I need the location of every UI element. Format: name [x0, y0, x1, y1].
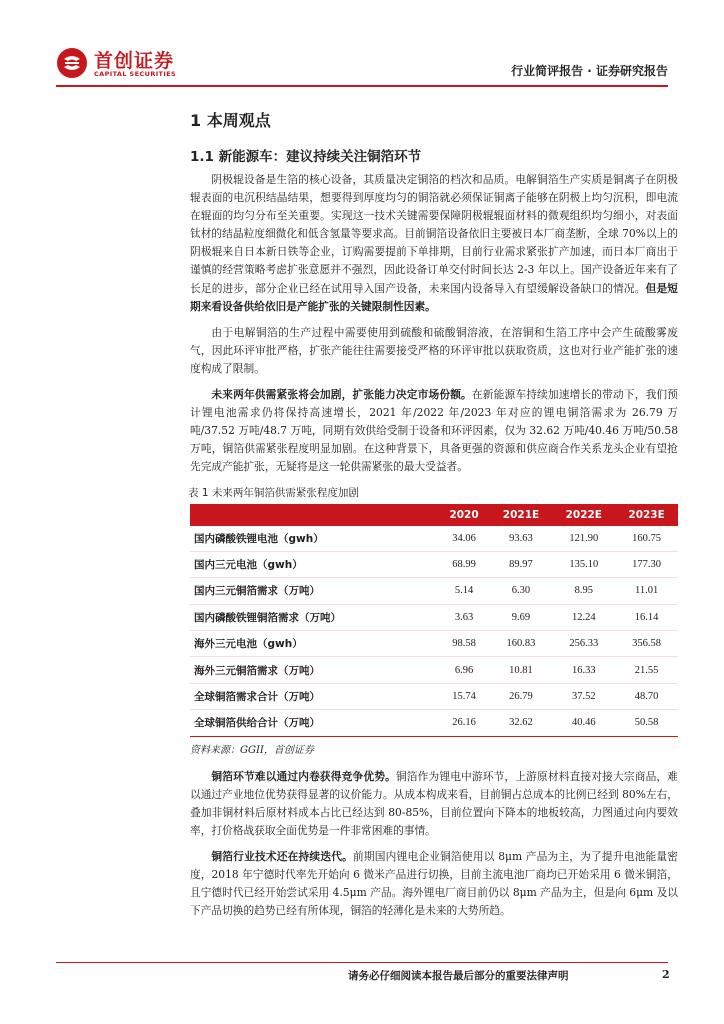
table-cell: 8.95	[574, 585, 593, 597]
row-label: 国内三元铜箔需求（万吨）	[194, 585, 320, 598]
table-cell: 37.52	[571, 691, 596, 703]
table-cell: 160.75	[632, 532, 662, 544]
paragraph-text: 铜箔作为锂电中游环节，上游原材料直接对接大宗商品，难以通过产业地位优势获得显著的议价能力。从成本构成来看，目前铜占总成本的比例已经到 80%左右，叠加非铜材料后原材料成本占比已经达到 80-85%，目前位置向下降本的地板较高，力图通过向内要效率，打价格战获取全面优势是一件非常困难的事情。	[190, 769, 678, 837]
paragraph-text: 由于电解铜箔的生产过程中需要使用到硫酸和硫酸铜溶液，在溶铜和生箔工序中会产生硫酸雾废气，因此环评审批严格，扩张产能往往需要接受严格的环评审批以获取资质，这也对行业产能扩张的速度构成了限制。	[190, 325, 678, 375]
table-caption: 表 1 未来两年铜箔供需紧张程度加剧	[188, 486, 359, 499]
paragraph-emphasis: 未来两年供需紧张将会加剧，扩张能力决定市场份额。	[211, 388, 472, 402]
table-header-cell: 2020	[439, 504, 490, 526]
table-source: 资料来源：GGII，首创证券	[190, 744, 314, 756]
row-label: 国内磷酸铁锂电池（gwh）	[194, 532, 324, 545]
table-row	[190, 551, 678, 577]
table-cell: 26.16	[452, 717, 476, 729]
paragraph-2	[190, 324, 678, 378]
paragraph-text: 阴极辊设备是生箔的核心设备，其质量决定铜箔的档次和品质。电解铜箔生产实质是铜离子在阴极辊表面的电沉积结晶结果，想要得到厚度均匀的铜箔就必须保证铜离子能够在阴极上均匀沉积，即电流在辊面的均匀分布至关重要。实现这一技术关键需要保障阴极辊辊面材料的微观组织均匀细小，对表面钛材的结晶粒度细微化和低含氢量等要求高。目前铜箔设备依旧主要被日本厂商垄断，全球 70%以上的阴极辊来自日本新日铁等企业，订购需要提前下单排期，目前行业需求紧张扩产加速，而日本厂商出于谨慎的经营策略考虑扩张意愿并不强烈，因此设备订单交付时间长达 2-3 年以上。国产设备近年来有了长足的进步，部分企业已经在试用导入国产设备，未来国内设备导入有望缓解设备缺口的情况。	[190, 173, 678, 295]
table-row	[190, 710, 678, 736]
table-cell: 12.24	[571, 611, 596, 623]
paragraph-emphasis: 铜箔行业技术还在持续迭代。	[211, 850, 353, 863]
table-cell: 16.14	[634, 611, 659, 623]
table-cell: 135.10	[569, 559, 599, 571]
row-label: 全球铜箔需求合计（万吨）	[194, 691, 320, 704]
table-cell: 10.81	[509, 664, 533, 676]
paragraph-5	[190, 848, 678, 920]
row-label: 海外三元铜箔需求（万吨）	[194, 664, 320, 677]
table-header-cell: 2022E	[552, 504, 615, 526]
table-cell: 26.79	[509, 691, 533, 703]
paragraph-emphasis: 但是短期来看设备供给依旧是产能扩张的关键限制性因素。	[190, 281, 678, 313]
legal-notice: 请务必仔细阅读本报告最后部分的重要法律声明	[348, 970, 569, 982]
table-cell: 48.70	[634, 691, 659, 703]
table-cell: 256.33	[569, 638, 599, 650]
row-label: 国内三元电池（gwh）	[194, 559, 303, 572]
paragraph-3	[190, 386, 678, 476]
table-cell: 121.90	[569, 532, 599, 544]
table-cell: 98.58	[452, 638, 476, 650]
table-cell: 40.46	[571, 717, 596, 729]
table-cell: 68.99	[452, 559, 476, 571]
main-content	[190, 108, 678, 928]
row-label: 全球铜箔供给合计（万吨）	[194, 717, 320, 730]
table-cell: 16.33	[571, 664, 596, 676]
table-header-cell: 2023E	[615, 504, 678, 526]
paragraph-1	[190, 171, 678, 316]
row-label: 海外三元电池（gwh）	[194, 638, 303, 651]
logo-text-cn: 首创证券	[94, 50, 175, 72]
table-header-cell: 2021E	[490, 504, 553, 526]
table-row	[190, 578, 678, 604]
supply-demand-table	[190, 504, 678, 737]
section-title: 1 本周观点	[190, 111, 271, 130]
paragraph-4	[190, 768, 678, 840]
table-cell: 5.14	[454, 585, 474, 597]
table-cell: 21.55	[634, 664, 659, 676]
table-row	[190, 683, 678, 709]
company-logo	[56, 44, 196, 84]
table-header-cell	[190, 504, 439, 526]
row-label: 国内磷酸铁锂铜箔需求（万吨）	[194, 611, 341, 624]
header-divider	[56, 85, 668, 87]
table-cell: 160.83	[506, 638, 536, 650]
paragraph-text: 前期国内锂电企业铜箔使用以 8μm 产品为主，为了提升电池能量密度，2018 年宁德时代率先开始向 6 微米产品进行切换，目前主流电池厂商均已开始采用 6 微米铜箔，且宁德时代已经开始尝试采用 4.5μm 产品。海外锂电厂商目前仍以 8μm 产品为主，但是向 6μm 及以下产品切换的趋势已经有所体现，铜箔的轻薄化是未来的大势所趋。	[190, 850, 678, 918]
table-row	[190, 657, 678, 683]
table-row	[190, 631, 678, 657]
table-row	[190, 526, 678, 552]
table-cell: 89.97	[509, 559, 533, 571]
table-cell: 50.58	[634, 717, 659, 729]
page-header	[56, 44, 668, 84]
paragraph-text: 在新能源车持续加速增长的带动下，我们预计锂电池需求仍将保持高速增长，2021 年/2022 年/2023 年对应的锂电铜箔需求为 26.79 万吨/37.52 万吨/48.7 万吨，同期有效供给受制于设备和环评因素，仅为 32.62 万吨/40.46 万吨/50.58 万吨，铜箔供需紧张程度明显加剧。在这种背景下，具备更强的资源和供应商合作关系龙头企业有望抢先完成产能扩张，无疑将是这一轮供需紧张的最大受益者。	[190, 388, 678, 474]
paragraph-emphasis: 铜箔环节难以通过内卷获得竞争优势。	[211, 769, 396, 783]
table-cell: 3.63	[454, 611, 474, 623]
logo-text-en: CAPITAL SECURITIES	[94, 70, 177, 78]
table-cell: 11.01	[634, 585, 659, 597]
logo-mark-icon	[56, 47, 88, 79]
table-cell: 34.06	[452, 532, 476, 544]
table-cell: 32.62	[509, 717, 533, 729]
table-row	[190, 604, 678, 630]
table-cell: 6.30	[511, 585, 531, 597]
section-subtitle: 1.1 新能源车：建议持续关注铜箔环节	[190, 149, 422, 165]
table-cell: 93.63	[509, 532, 533, 544]
table-header-row	[190, 504, 678, 526]
table-cell: 15.74	[452, 691, 476, 703]
report-type-label: 行业简评报告 · 证券研究报告	[511, 64, 668, 78]
footer-divider	[56, 962, 668, 963]
table-cell: 356.58	[632, 638, 662, 650]
table-cell: 177.30	[632, 559, 662, 571]
table-cell: 9.69	[511, 611, 531, 623]
page-number: 2	[662, 968, 670, 981]
table-cell: 6.96	[454, 664, 474, 676]
